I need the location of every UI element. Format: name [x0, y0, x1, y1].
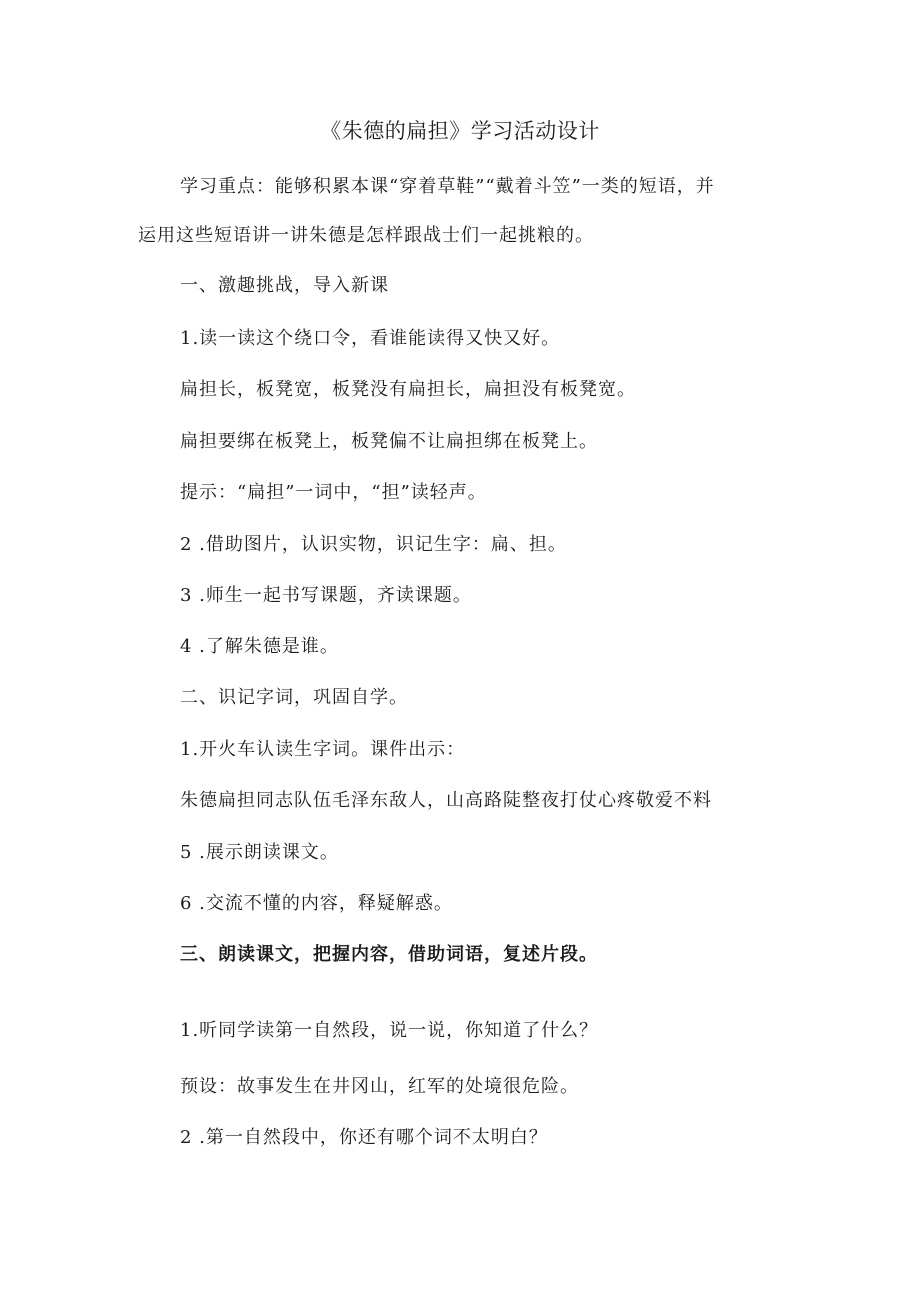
section-1-item-3: 3 .师生一起书写课题，齐读课题。 — [180, 585, 472, 606]
pronunciation-hint: 提示：“扁担”一词中，“担”读轻声。 — [180, 482, 487, 503]
vocabulary-word-list: 朱德扁担同志队伍毛泽东敌人，山高路陡整夜打仗心疼敬爱不料 — [180, 790, 712, 811]
section-3-item-2: 2 .第一自然段中，你还有哪个词不太明白？ — [180, 1127, 548, 1148]
section-1-item-1: 1.读一读这个绕口令，看谁能读得又快又好。 — [180, 328, 561, 349]
section-1-item-4: 4 .了解朱德是谁。 — [180, 636, 339, 657]
section-2-item-6: 6 .交流不懂的内容，释疑解惑。 — [180, 893, 453, 914]
learning-focus-line-2: 运用这些短语讲一讲朱德是怎样跟战士们一起挑粮的。 — [138, 225, 594, 246]
section-1-heading: 一、激趣挑战，导入新课 — [180, 275, 389, 296]
document-title: 《朱德的扁担》学习活动设计 — [320, 119, 600, 143]
section-3-item-1: 1.听同学读第一自然段，说一说，你知道了什么？ — [180, 1020, 599, 1041]
learning-focus-line-1: 学习重点：能够积累本课“穿着草鞋”“戴着斗笠”一类的短语，并 — [180, 176, 715, 197]
section-3-heading: 三、朗读课文，把握内容，借助词语，复述片段。 — [180, 944, 598, 965]
tongue-twister-line-2: 扁担要绑在板凳上，板凳偏不让扁担绑在板凳上。 — [180, 431, 598, 452]
section-1-item-2: 2 .借助图片，认识实物，识记生字：扁、担。 — [180, 534, 567, 555]
section-2-item-5: 5 .展示朗读课文。 — [180, 842, 339, 863]
section-2-heading: 二、识记字词，巩固自学。 — [180, 687, 408, 708]
section-3-preset-answer: 预设：故事发生在井冈山，红军的处境很危险。 — [180, 1076, 579, 1097]
section-2-item-1: 1.开火车认读生字词。课件出示： — [180, 739, 466, 760]
tongue-twister-line-1: 扁担长，板凳宽，板凳没有扁担长，扁担没有板凳宽。 — [180, 379, 636, 400]
